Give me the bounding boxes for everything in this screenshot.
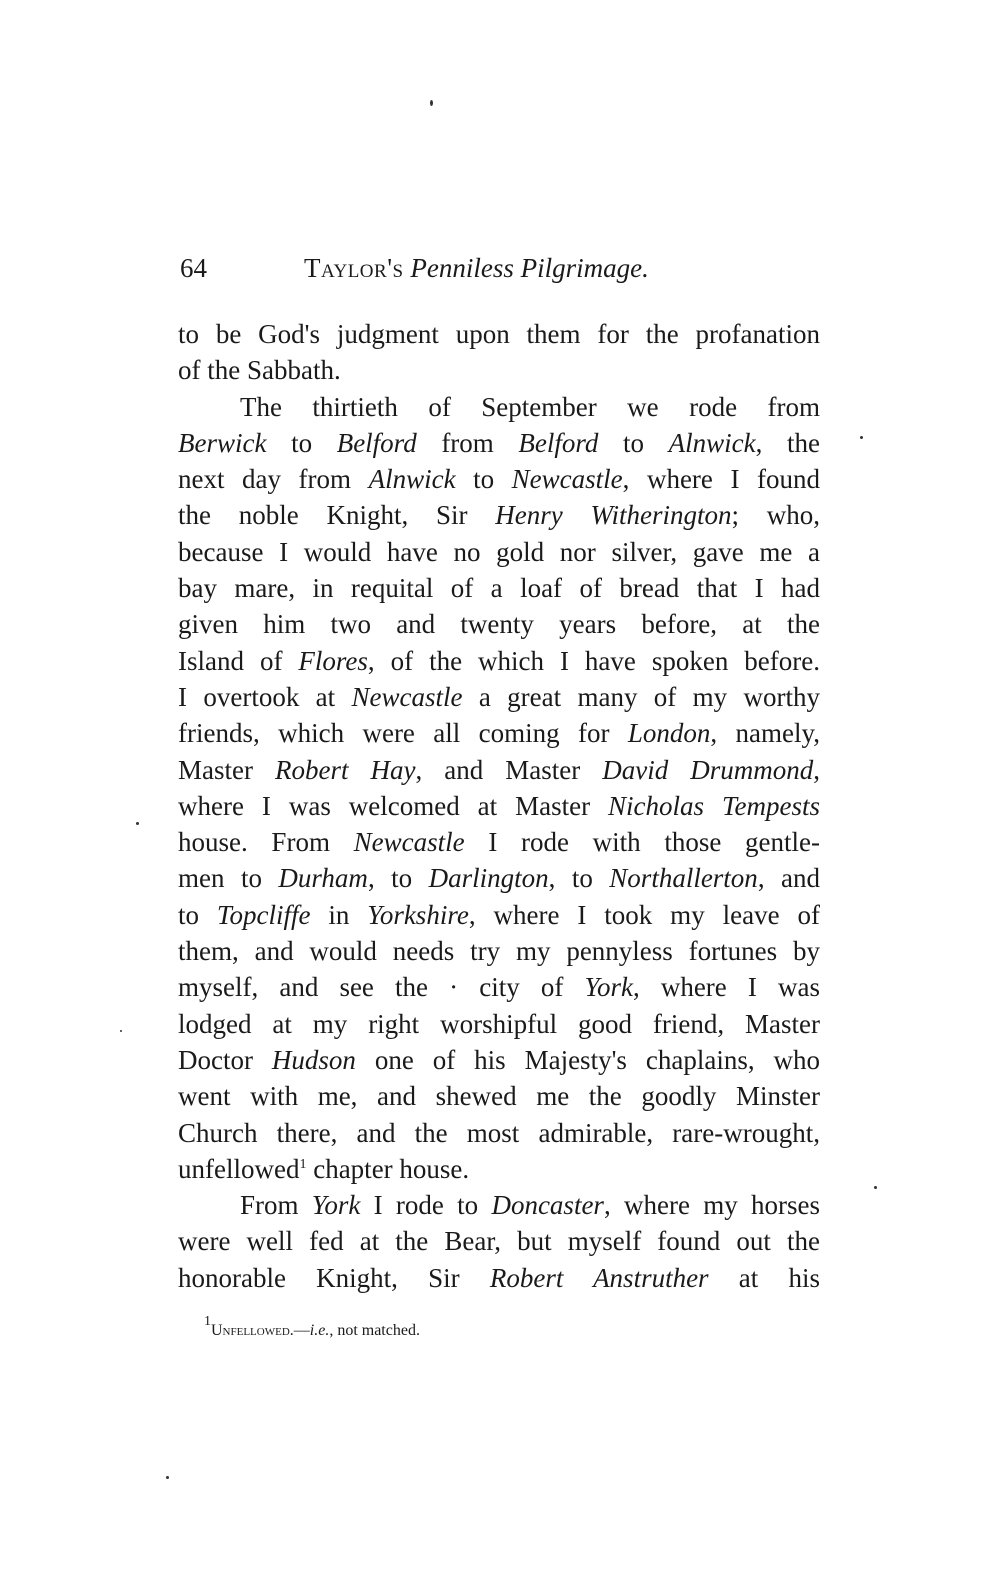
text-line: them, and would needs try my pennyless fortunes by (178, 936, 820, 967)
text-line: Doctor Hudson one of his Majesty's chaplains, who (178, 1044, 820, 1075)
text-line: bay mare, in requital of a loaf of bread that I had (178, 573, 820, 604)
footnote-dash: — (293, 1322, 310, 1339)
text-line: house. From Newcastle I rode with those gentle- (178, 827, 820, 858)
text-line: were well fed at the Bear, but myself found out the (178, 1226, 820, 1257)
text-line: From York I rode to Doncaster, where my horses (240, 1190, 820, 1221)
text-line: I overtook at Newcastle a great many of my worthy (178, 681, 820, 712)
text-line: friends, which were all coming for London, namely, (178, 718, 820, 749)
scan-speck (166, 1476, 169, 1479)
running-header (180, 248, 820, 288)
text-line: lodged at my right worshipful good friend, Master (178, 1008, 820, 1039)
text-line: Master Robert Hay, and Master David Drummond, (178, 754, 820, 785)
text-line: next day from Alnwick to Newcastle, where I found (178, 464, 820, 495)
footnote-abbrev: i.e. (309, 1322, 330, 1339)
page-number: 64 (180, 253, 207, 283)
footnote-marker: 1 (204, 1314, 211, 1329)
footnote-reference: 1 (299, 1156, 307, 1172)
text-line: myself, and see the · city of York, where I was (178, 972, 820, 1003)
text-line: Island of Flores, of the which I have spoken before. (178, 645, 820, 676)
scan-speck (120, 1030, 122, 1032)
body-text (178, 316, 820, 1296)
text-line: honorable Knight, Sir Robert Anstruther at his (178, 1262, 820, 1293)
footnote (204, 1314, 420, 1342)
running-title-work: Penniless Pilgrimage. (410, 253, 649, 283)
scan-speck (430, 100, 433, 106)
text-line: the noble Knight, Sir Henry Witherington; who, (178, 500, 821, 531)
scan-speck (136, 822, 139, 825)
text-line: where I was welcomed at Master Nicholas Tempests (178, 790, 820, 821)
footnote-text: , not matched. (329, 1322, 420, 1339)
text-line: Church there, and the most admirable, rare-wrought, (178, 1117, 820, 1148)
text-line: to Topcliffe in Yorkshire, where I took my leave of (178, 899, 820, 930)
scan-speck (874, 1186, 877, 1189)
running-title (304, 248, 649, 288)
text-line: went with me, and shewed me the goodly Minster (178, 1081, 820, 1112)
text-line: to be God's judgment upon them for the profanation (178, 319, 820, 349)
text-line: given him two and twenty years before, at the (178, 609, 820, 640)
text-line: The thirtieth of September we rode from (240, 391, 820, 422)
text-line: men to Durham, to Darlington, to Northallerton, and (178, 863, 820, 894)
text-line: unfellowed$^1$ chapter house. (178, 1153, 470, 1184)
footnote-term: Unfellowed. (211, 1322, 294, 1339)
text-line: of the Sabbath. (178, 355, 341, 386)
running-title-author: Taylor's (304, 253, 404, 283)
text-line: Berwick to Belford from Belford to Alnwick, the (178, 427, 820, 458)
scan-speck (860, 436, 863, 439)
text-line: because I would have no gold nor silver, gave me a (178, 536, 820, 567)
